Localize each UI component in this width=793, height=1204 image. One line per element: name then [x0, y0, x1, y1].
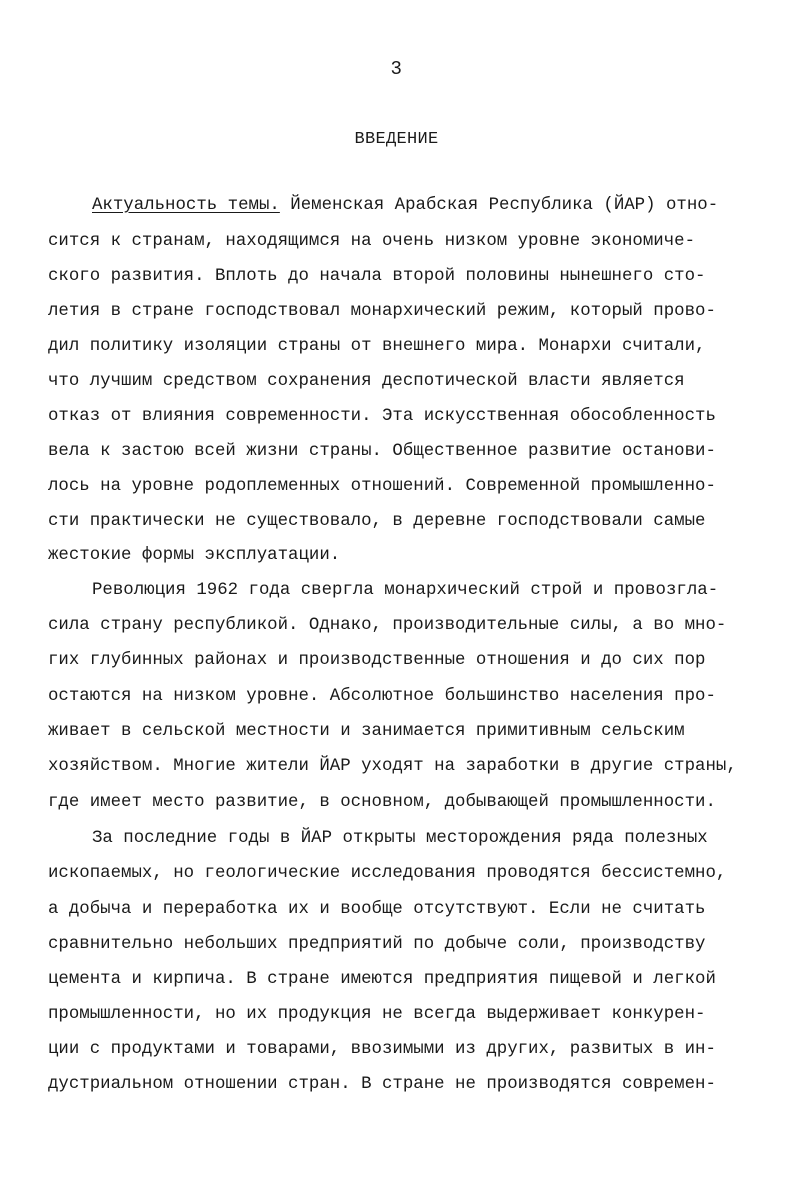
paragraph-1-line-9: лось на уровне родоплеменных отношений. Современной промышленно-: [48, 477, 716, 496]
paragraph-1-line-1-text: Йеменская Арабская Республика (ЙАР) отно-: [279, 196, 719, 215]
paragraph-1-line-10: сти практически не существовало, в деревне господствовали самые: [48, 512, 706, 531]
paragraph-3-line-7: ции с продуктами и товарами, ввозимыми из других, развитых в ин-: [48, 1040, 716, 1059]
paragraph-2-line-7: где имеет место развитие, в основном, добывающей промышленности.: [48, 793, 716, 812]
paragraph-2-line-3: гих глубинных районах и производственные отношения и до сих пор: [48, 651, 706, 670]
paragraph-1-line-2: сится к странам, находящимся на очень низком уровне экономиче-: [48, 232, 696, 251]
paragraph-1-line-8: вела к застою всей жизни страны. Общественное развитие останови-: [48, 442, 716, 461]
page-number: 3: [390, 58, 403, 80]
paragraph-1-line-4: летия в стране господствовал монархический режим, который прово-: [48, 302, 716, 321]
paragraph-3-line-8: дустриальном отношении стран. В стране не производятся современ-: [48, 1075, 716, 1094]
paragraph-2-line-5: живает в сельской местности и занимается примитивным сельским: [48, 722, 685, 741]
paragraph-2-line-2: сила страну республикой. Однако, производительные силы, а во мно-: [48, 616, 727, 635]
paragraph-1-line-7: отказ от влияния современности. Эта искусственная обособленность: [48, 407, 716, 426]
paragraph-2-line-1: Революция 1962 года свергла монархический строй и провозгла-: [92, 581, 719, 600]
paragraph-3-line-3: а добыча и переработка их и вообще отсутствуют. Если не считать: [48, 900, 706, 919]
paragraph-3-line-6: промышленности, но их продукция не всегда выдерживает конкурен-: [48, 1005, 706, 1024]
paragraph-3-line-4: сравнительно небольших предприятий по добыче соли, производству: [48, 935, 706, 954]
paragraph-1-line-11: жестокие формы эксплуатации.: [48, 546, 341, 565]
paragraph-1-line-5: дил политику изоляции страны от внешнего мира. Монархи считали,: [48, 337, 706, 356]
paragraph-1-line-6: что лучшим средством сохранения деспотической власти является: [48, 372, 685, 391]
paragraph-1-line-1: [92, 193, 760, 219]
paragraph-3-line-2: ископаемых, но геологические исследования проводятся бессистемно,: [48, 864, 727, 883]
paragraph-2-line-6: хозяйством. Многие жители ЙАР уходят на заработки в другие страны,: [48, 757, 737, 776]
section-heading: ВВЕДЕНИЕ: [354, 130, 439, 149]
paragraph-1-line-3: ского развития. Вплоть до начала второй половины нынешнего сто-: [48, 267, 706, 286]
paragraph-2-line-4: остаются на низком уровне. Абсолютное большинство населения про-: [48, 687, 716, 706]
paragraph-3-line-5: цемента и кирпича. В стране имеются предприятия пищевой и легкой: [48, 970, 716, 989]
paragraph-3-line-1: За последние годы в ЙАР открыты месторождения ряда полезных: [92, 829, 708, 848]
topic-relevance-label: Актуальность темы.: [92, 196, 280, 215]
